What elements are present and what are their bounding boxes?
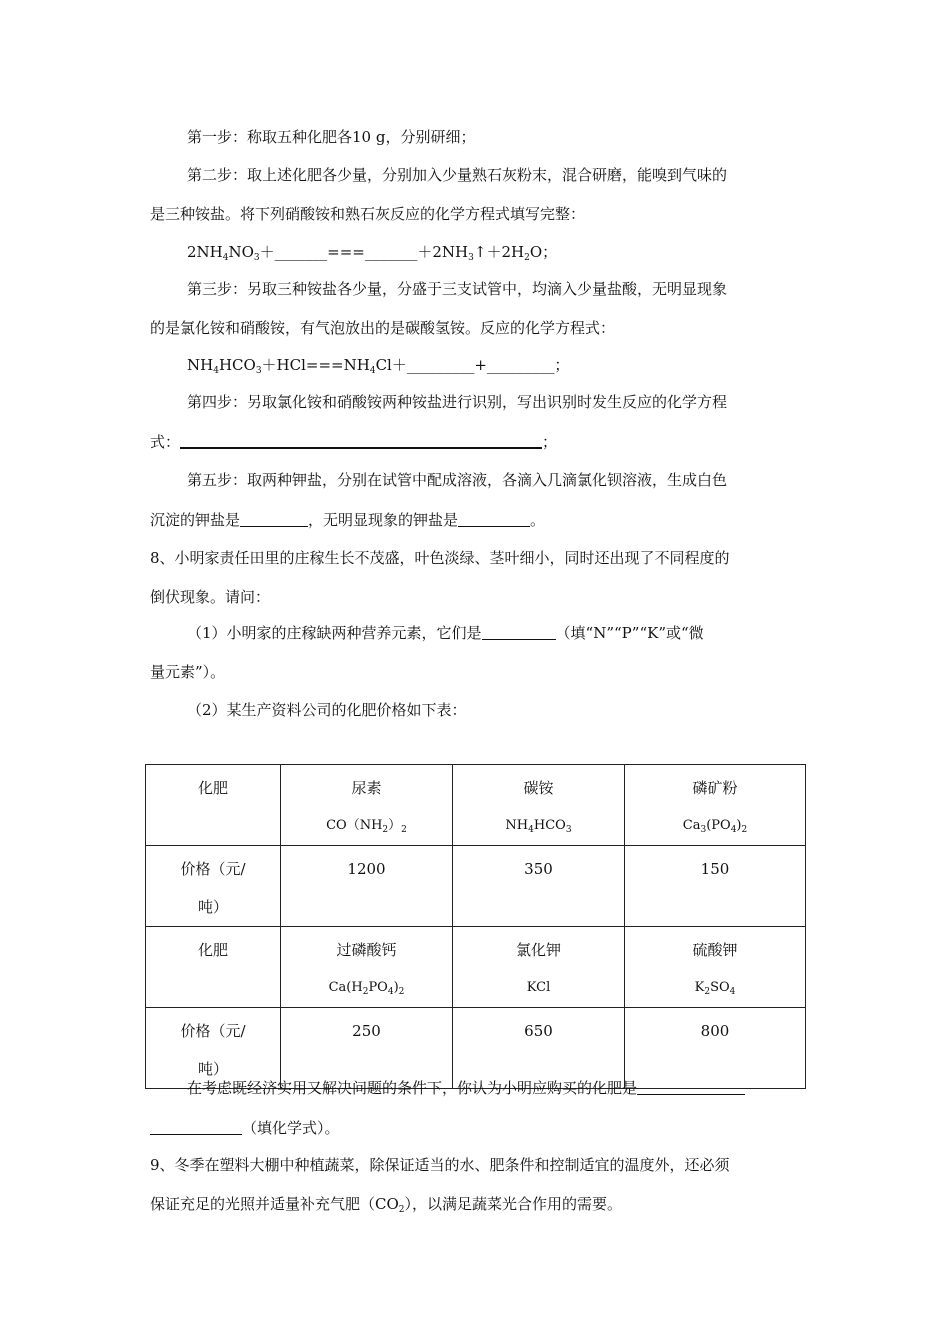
fertilizer-cell	[281, 927, 453, 1008]
price-cell: 150	[625, 846, 806, 927]
fertilizer-name: 硫酸钾	[692, 941, 738, 959]
table-row	[146, 846, 806, 927]
fertilizer-name: 磷矿粉	[692, 779, 738, 797]
step1-text: 第一步：称取五种化肥各10 g，分别研细；	[187, 128, 476, 146]
fertilizer-cell	[453, 765, 625, 846]
answer-blank[interactable]: _______	[274, 243, 328, 261]
step2-text-line1: 第二步：取上述化肥各少量，分别加入少量熟石灰粉末，混合研磨，能嗅到气味的	[187, 166, 728, 184]
question-8-3-line2: （填化学式）。	[150, 1118, 340, 1138]
step2-text-line2: 是三种铵盐。将下列硝酸铵和熟石灰反应的化学方程式填写完整：	[150, 205, 586, 223]
table-header-fertilizer: 化肥	[146, 765, 281, 846]
step4-text-line1: 第四步：另取氯化铵和硝酸铵两种铵盐进行识别，写出识别时发生反应的化学方程	[187, 393, 728, 411]
price-cell: 800	[625, 1008, 806, 1089]
fertilizer-name: 氯化钾	[515, 941, 561, 959]
price-cell: 1200	[281, 846, 453, 927]
question-8-1-line1: （1）小明家的庄稼缺两种营养元素，它们是 （填“N”“P”“K”或“微	[187, 624, 704, 642]
fertilizer-name: 尿素	[351, 779, 382, 797]
fertilizer-cell	[625, 927, 806, 1008]
fertilizer-name: 碳铵	[523, 779, 554, 797]
step5-text-line1: 第五步：取两种钾盐，分别在试管中配成溶液，各滴入几滴氯化钡溶液，生成白色	[187, 471, 728, 489]
question-8-1-line2: 量元素”）。	[150, 663, 226, 681]
fertilizer-formula: $Ca_3(PO_4)_2$	[682, 818, 748, 835]
answer-blank[interactable]	[458, 512, 530, 527]
answer-blank[interactable]: _______	[364, 243, 418, 261]
answer-blank[interactable]	[482, 625, 556, 640]
fertilizer-price-table	[145, 764, 806, 1089]
price-cell: 250	[281, 1008, 453, 1089]
fertilizer-cell	[625, 765, 806, 846]
question-9-line1: 9、冬季在塑料大棚中种植蔬菜，除保证适当的水、肥条件和控制适宜的温度外，还必须	[150, 1156, 730, 1174]
fertilizer-cell	[281, 765, 453, 846]
table-row	[146, 927, 806, 1008]
equation-ammonium-nitrate: $2NH_4NO_3+\_\_\_\_\_\_\_===\_\_\_\_\_\_\_+2NH_3↑+2H_2O$；	[187, 243, 558, 263]
step4-text-line2: 式： ；	[150, 433, 558, 451]
table-header-fertilizer: 化肥	[146, 927, 281, 1008]
answer-blank[interactable]: _________	[486, 356, 555, 374]
question-8-line2: 倒伏现象。请问：	[150, 588, 271, 606]
answer-blank[interactable]	[240, 512, 308, 527]
answer-blank[interactable]: _________	[406, 356, 475, 374]
step3-text-line1: 第三步：另取三种铵盐各少量，分盛于三支试管中，均滴入少量盐酸，无明显现象	[187, 280, 728, 298]
fertilizer-cell	[453, 927, 625, 1008]
step3-text-line2: 的是氯化铵和硝酸铵，有气泡放出的是碳酸氢铵。反应的化学方程式：	[150, 319, 616, 337]
question-8-line1: 8、小明家责任田里的庄稼生长不茂盛，叶色淡绿、茎叶细小，同时还出现了不同程度的	[150, 549, 730, 567]
fertilizer-name: 过磷酸钙	[336, 941, 397, 959]
fertilizer-formula: $CO(NH_2)_2$	[326, 818, 407, 835]
fertilizer-formula: $NH_4HCO_3$	[505, 818, 572, 835]
table-header-price: 价格（元/ 吨）	[146, 846, 281, 927]
answer-blank-line[interactable]	[180, 433, 542, 449]
price-cell: 350	[453, 846, 625, 927]
question-8-3-line1: 在考虑既经济实用又解决问题的条件下，你认为小明应购买的化肥是	[187, 1078, 745, 1098]
step5-text-line2: 沉淀的钾盐是 ，无明显现象的钾盐是 。	[150, 511, 546, 529]
price-cell: 650	[453, 1008, 625, 1089]
question-8-2: （2）某生产资料公司的化肥价格如下表：	[187, 701, 467, 719]
table-row	[146, 765, 806, 846]
fertilizer-formula: KCl	[526, 980, 551, 995]
equation-ammonium-bicarbonate: $NH_4HCO_3+HCl===NH_4Cl+\_\_\_\_\_\_\_\_\_+\_\_\_\_\_\_\_\_\_$；	[187, 356, 570, 376]
answer-blank[interactable]	[637, 1080, 745, 1095]
fertilizer-formula: $K_2SO_4$	[694, 980, 736, 997]
question-9-line2: 保证充足的光照并适量补充气肥$(CO_2)$，以满足蔬菜光合作用的需要。	[150, 1195, 623, 1215]
table-row	[146, 1008, 806, 1089]
table-header-price: 价格（元/ 吨）	[146, 1008, 281, 1089]
fertilizer-formula: $Ca(H_2PO_4)_2$	[328, 980, 405, 997]
answer-blank[interactable]	[150, 1120, 242, 1135]
